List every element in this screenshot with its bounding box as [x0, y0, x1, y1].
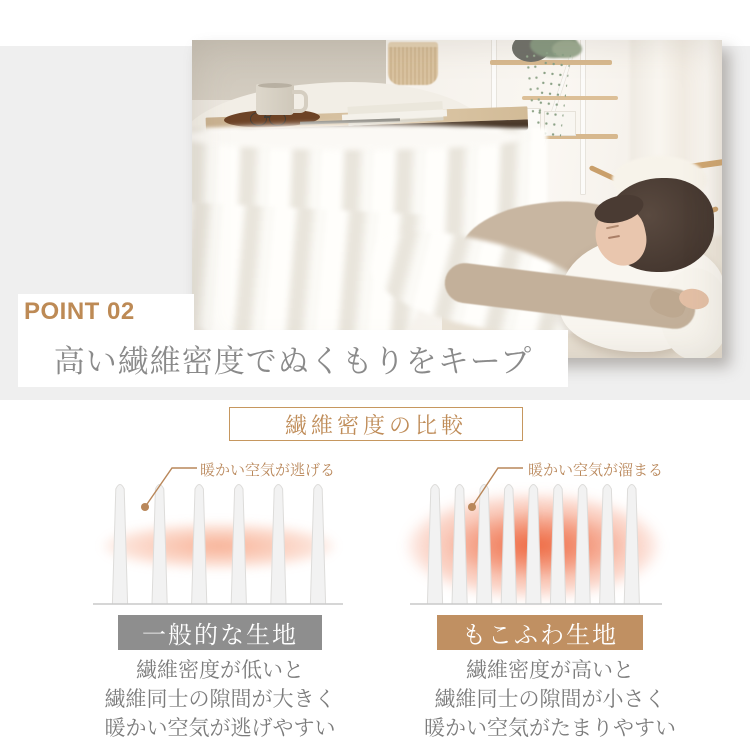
fiber-spike — [231, 485, 246, 605]
fiber-spike — [152, 485, 167, 605]
generic-fabric-bar — [118, 615, 322, 650]
desc-line: 繊維密度が高いと — [466, 659, 634, 682]
photo-vignette — [192, 40, 722, 358]
fiber-spike — [271, 485, 286, 605]
mokofuwa-fabric-label: もこふわ生地 — [462, 622, 618, 649]
fiber-spike — [310, 485, 325, 605]
fiber-spike — [550, 485, 565, 605]
mokofuwa-fabric-bar — [437, 615, 643, 650]
heading-band — [18, 330, 568, 387]
fiber-spike — [427, 485, 442, 605]
desc-line: 繊維同士の隙間が大きく — [104, 688, 336, 711]
right-annotation: 暖かい空気が溜まる — [528, 462, 664, 479]
fiber-spike — [452, 485, 467, 605]
fiber-spike — [600, 485, 615, 605]
generic-fabric-label: 一般的な生地 — [142, 622, 298, 649]
fiber-spike — [112, 485, 127, 605]
fiber-spike — [575, 485, 590, 605]
fiber-spike — [192, 485, 207, 605]
left-annotation: 暖かい空気が逃げる — [200, 462, 336, 479]
desc-line: 暖かい空気がたまりやすい — [424, 717, 676, 740]
desc-line: 繊維同士の隙間が小さく — [434, 688, 666, 711]
section-heading: 高い繊維密度でぬくもりをキープ — [53, 344, 533, 379]
fiber-spike — [526, 485, 541, 605]
fiber-spike — [477, 485, 492, 605]
comparison-title: 繊維密度の比較 — [284, 412, 467, 438]
hero-photo — [192, 40, 722, 358]
generic-fabric-description — [70, 656, 370, 743]
desc-line: 暖かい空気が逃げやすい — [104, 717, 336, 740]
mokofuwa-fabric-description — [400, 656, 700, 743]
fiber-spike — [624, 485, 639, 605]
desc-line: 繊維密度が低いと — [136, 659, 304, 682]
point-label: POINT 02 — [24, 298, 135, 325]
fiber-spike — [501, 485, 516, 605]
comparison-title-box — [229, 407, 523, 441]
point-label-box — [18, 294, 194, 330]
